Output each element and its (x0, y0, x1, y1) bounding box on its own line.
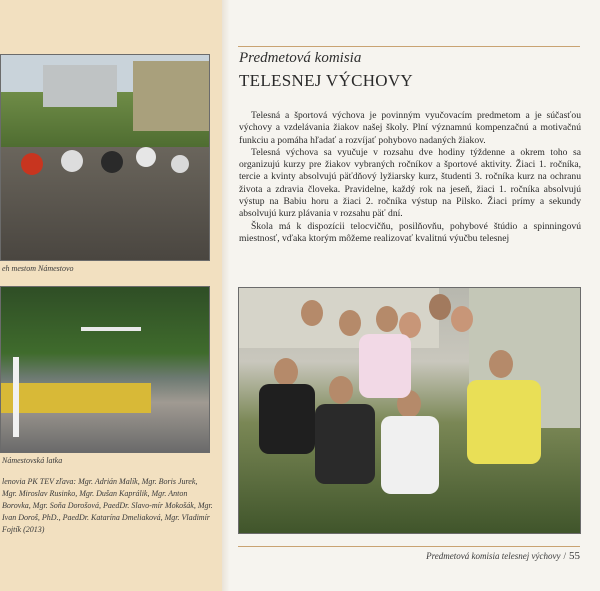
page-footer (426, 550, 580, 562)
paragraph: Telesná výchova sa vyučuje v rozsahu dve hodiny týždenne a okrem toho sa organizujú kurzy pre žiakov vybraných ročníkov a športové aktivity. Žiaci 1. ročníka, tercie a kvinty absolvujú päťdňový lyžiarsky kurz, študenti 3. ročníka kurz na ochranu života a zdravia človeka. Pravidelne, každý rok na jeseň, žiaci 1. ročníka absolvujú výstup na Babiu horu a žiaci 2. ročníka výstup na Pilsko. Žiaci prímy a sekundy absolvujú kurz plávania v rozsahu päť dní. (239, 146, 581, 220)
paragraph: Škola má k dispozícii telocvičňu, posilňovňu, pohybové štúdio a spinningovú miestnosť, vďaka ktorým môžeme realizovať kvalitnú výučbu telesnej (239, 220, 581, 244)
article-body (239, 110, 581, 245)
group-photo (238, 287, 581, 534)
header-rule (238, 46, 580, 47)
footer-separator: / (563, 551, 566, 561)
latka-photo (0, 286, 210, 453)
section-subtitle: Predmetová komisia (239, 50, 362, 66)
members-caption: lenovia PK TEV zľava: Mgr. Adrián Malík, Mgr. Boris Jurek, Mgr. Miroslav Rusinko, Mgr. Dušan Kaprálik, Mgr. Anton Borovka, Mgr. Soňa Dorošová, PaedDr. Slavo-mír Mokošák, Mgr. Ivan Doroš, PhD., PaedDr. Katarína Dmeliaková, Mgr. Vladimír Fojtík (2013) (2, 477, 213, 534)
page-number: 55 (569, 550, 580, 562)
race-photo-caption: eh mestom Námestovo (2, 264, 74, 273)
section-title: TELESNEJ VÝCHOVY (239, 71, 414, 90)
left-column (0, 0, 222, 591)
paragraph: Telesná a športová výchova je povinným vyučovacím predmetom a je súčasťou výchovy a vzdelávania žiakov našej školy. Plní významnú kompenzačnú a motivačnú funkciu a pomáha hľadať a rozvíjať pohybovo nadaných žiakov. (239, 110, 581, 146)
running-title: Predmetová komisia telesnej výchovy (426, 551, 561, 561)
book-gutter (222, 0, 230, 591)
race-photo (0, 54, 210, 261)
latka-photo-caption: Námestovská latka (2, 456, 63, 465)
footer-rule (238, 546, 580, 547)
